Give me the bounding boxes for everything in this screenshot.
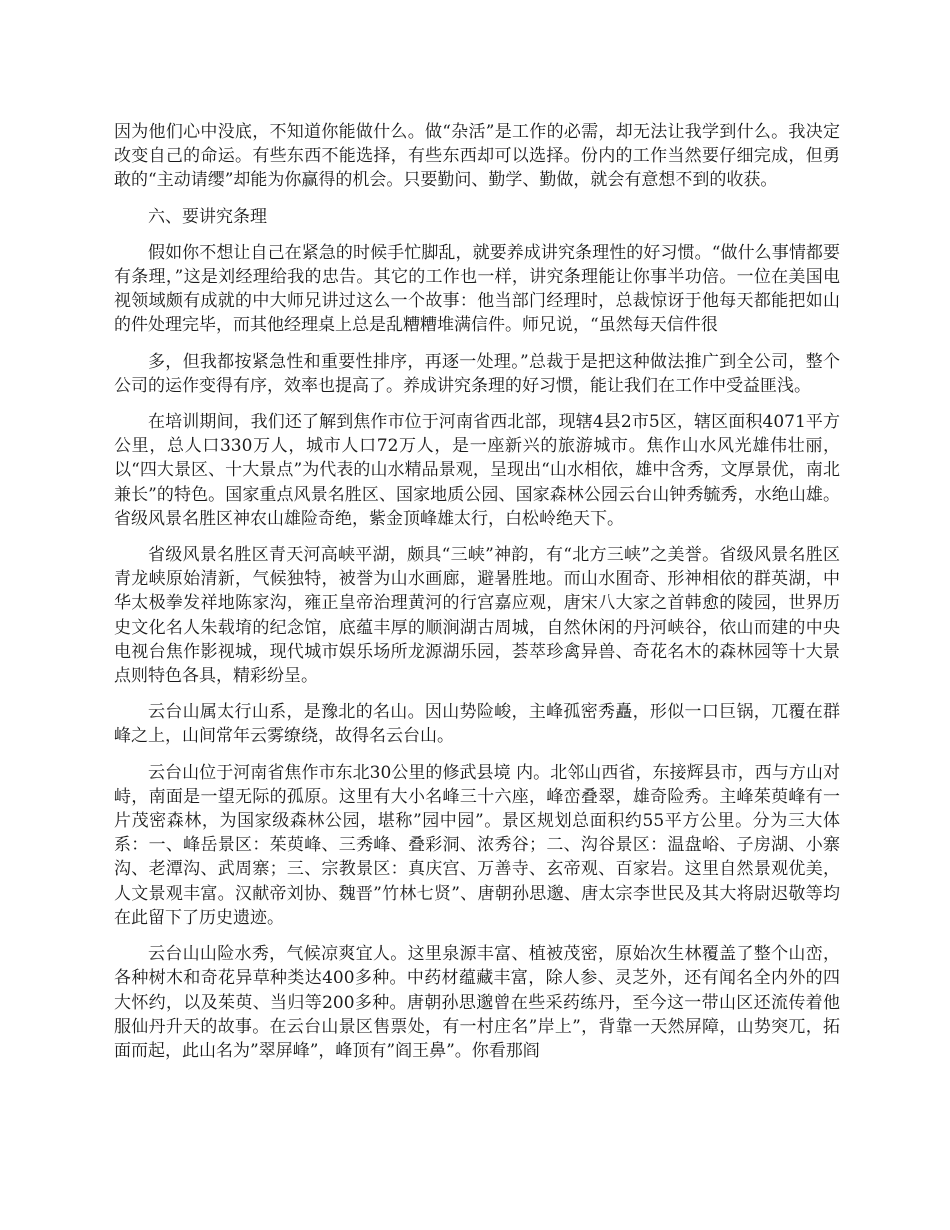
document-page <box>114 120 840 1075</box>
paragraph-scenic-spots: 省级风景名胜区青天河高峡平湖，颇具“三峡”神韵，有“北方三峡”之美誉。省级风景名胜区青龙峡原始清新，气候独特，被誉为山水画廊，避暑胜地。而山水囿奇、形神相依的群英湖，中华太极拳发祥地陈家沟，雍正皇帝治理黄河的行宫嘉应观，唐宋八大家之首韩愈的陵园，世界历史文化名人朱载堉的纪念馆，底蕴丰厚的顺涧湖古周城，自然休闲的丹河峡谷，依山而建的中央电视台焦作影视城，现代城市娱乐场所龙源湖乐园，荟萃珍禽异兽、奇花名木的森林园等十大景点则特色各具，精彩纷呈。 <box>114 545 840 687</box>
paragraph-intro-continued: 因为他们心中没底，不知道你能做什么。做“杂活”是工作的必需，却无法让我学到什么。我决定改变自己的命运。有些东西不能选择，有些东西却可以选择。份内的工作当然要仔细完成，但勇敢的“主动请缨”却能为你赢得的机会。只要勤问、勤学、勤做，就会有意想不到的收获。 <box>114 122 840 191</box>
paragraph-jiaozuo-overview: 在培训期间，我们还了解到焦作市位于河南省西北部，现辖4县2市5区，辖区面积4071平方公里，总人口330万人，城市人口72万人，是一座新兴的旅游城市。焦作山水风光雄伟壮丽，以“四大景区、十大景点”为代表的山水精品景观，呈现出“山水相依，雄中含秀，文厚景优，南北兼长”的特色。国家重点风景名胜区、国家地质公园、国家森林公园云台山钟秀毓秀，水绝山雄。省级风景名胜区神农山雄险奇绝，紫金顶峰雄太行，白松岭绝天下。 <box>114 412 840 529</box>
paragraph-yuntaishan-name: 云台山属太行山系，是豫北的名山。因山势险峻，主峰孤密秀矗，形似一口巨锅，兀覆在群峰之上，山间常年云雾缭绕，故得名云台山。 <box>114 702 840 747</box>
paragraph-orderliness-continued: 多，但我都按紧急性和重要性排序，再逐一处理。”总裁于是把这种做法推广到全公司，整个公司的运作变得有序，效率也提高了。养成讲究条理的好习惯，能让我们在工作中受益匪浅。 <box>114 351 840 396</box>
paragraph-yuntaishan-nature: 云台山山险水秀，气候凉爽宜人。这里泉源丰富、植被茂密，原始次生林覆盖了整个山峦，各种树木和奇花异草种类达400多种。中药材蕴藏丰富，除人参、灵芝外，还有闻名全内外的四大怀约，以及茱萸、当归等200多种。唐朝孙思邈曾在些采药练丹，至今这一带山区还流传着他服仙丹升天的故事。在云台山景区售票处，有一村庄名”岸上”，背靠一天然屏障，山势突兀，拓面而起，此山名为”翠屏峰”，峰顶有”阎王鼻”。你看那阎 <box>114 944 840 1061</box>
paragraph-yuntaishan-location: 云台山位于河南省焦作市东北30公里的修武县境 内。北邻山西省，东接辉县市，西与方山对峙，南面是一望无际的孤原。这里有大小名峰三十六座，峰峦叠翠，雄奇险秀。主峰茱萸峰有一片茂密森林，为国家级森林公园，堪称”园中园”。景区规划总面积约55平方公里。分为三大体系：一、峰岳景区：茱萸峰、三秀峰、叠彩洞、浓秀谷；二、沟谷景区：温盘峪、子房湖、小寨沟、老潭沟、武周寨；三、宗教景区：真庆宫、万善寺、玄帝观、百家岩。这里自然景观优美，人文景观丰富。汉献帝刘协、魏晋”竹林七贤”、唐朝孙思邈、唐太宗李世民及其大将尉迟敬等均在此留下了历史遗迹。 <box>114 762 840 928</box>
section-heading-six: 六、要讲究条理 <box>148 206 267 227</box>
paragraph-orderliness: 假如你不想让自己在紧急的时候手忙脚乱，就要养成讲究条理性的好习惯。“做什么事情都要有条理，”这是刘经理给我的忠告。其它的工作也一样，讲究条理能让你事半功倍。一位在美国电视领域颇有成就的中大师兄讲过这么一个故事：他当部门经理时，总裁惊讶于他每天都能把如山的件处理完毕，而其他经理桌上总是乱糟糟堆满信件。师兄说，“虽然每天信件很 <box>114 242 840 336</box>
